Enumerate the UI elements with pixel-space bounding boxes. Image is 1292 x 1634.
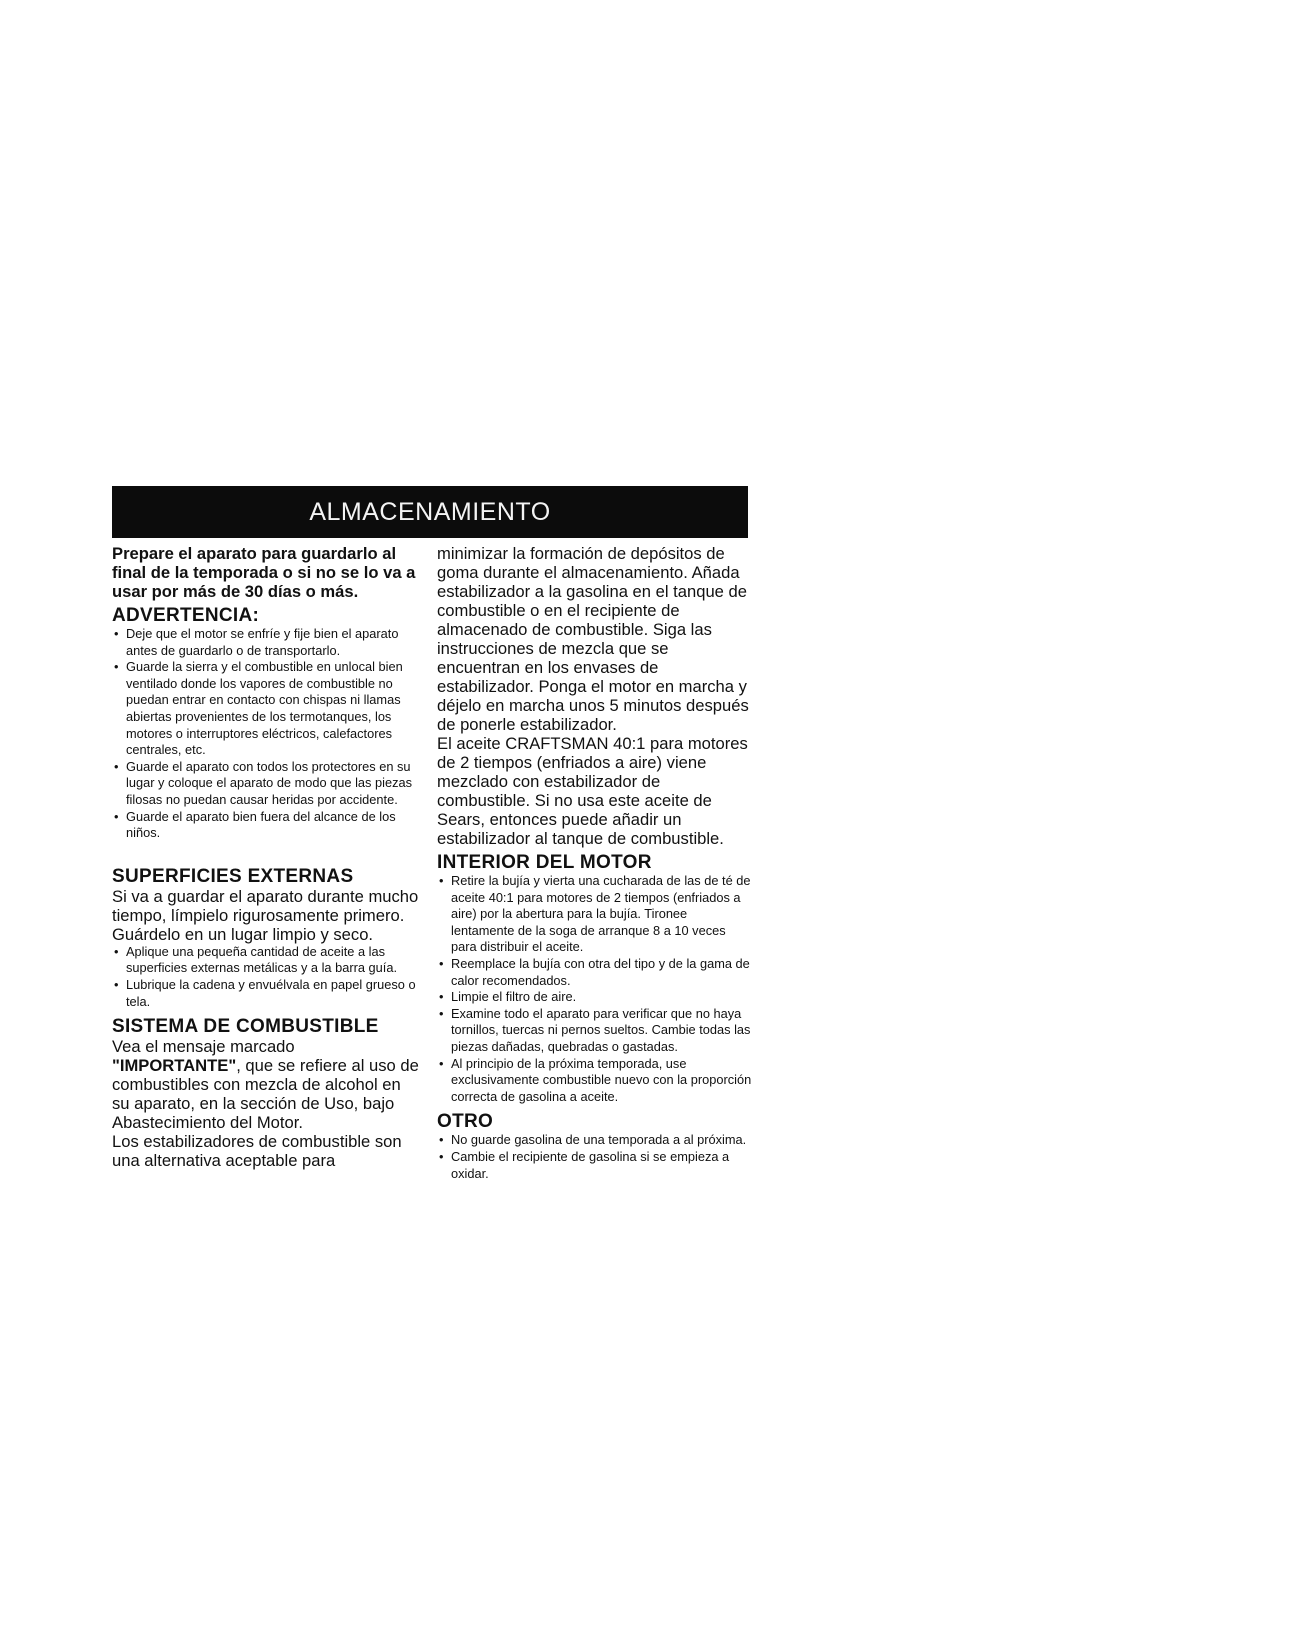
otro-heading: OTRO (437, 1111, 494, 1133)
intro-text: Prepare el aparato para guardarlo al final de la temporada o si no se lo va a usar por más de 30 días o más. (112, 544, 416, 601)
list-item: • Guarde el aparato bien fuera del alcance de los niños. (112, 809, 420, 842)
interior-heading: INTERIOR DEL MOTOR (437, 852, 652, 873)
advertencia-list (112, 626, 420, 842)
continued-text: minimizar la formación de depósitos de goma durante el almacenamiento. Añada estabilizador a la gasolina en el tanque de combustible o en el recipiente de almacenado de combustible. Siga las instrucciones de mezcla que se encuentran en los envases de estabilizador. Ponga el motor en marcha y déjelo en marcha unos 5 minutos después de ponerle estabilizador. (437, 544, 749, 734)
sistema-heading: SISTEMA DE COMBUSTIBLE (112, 1016, 379, 1038)
otro-list (437, 1132, 753, 1182)
section-title: ALMACENAMIENTO (309, 497, 551, 526)
section-title-banner (112, 486, 748, 538)
list-item: • Examine todo el aparato para verificar que no haya tornillos, tuercas ni pernos sueltos. Cambie todas las piezas dañadas, quebradas o gastadas. (437, 1006, 753, 1056)
sistema-text-pre: Vea el mensaje marcado (112, 1037, 295, 1057)
importante-label: "IMPORTANTE" (112, 1056, 237, 1076)
list-item: • Retire la bujía y vierta una cucharada de las de té de aceite 40:1 para motores de 2 tiempos (enfriados a aire) por la abertura para la bujía. Tironee lentamente de la soga de arranque 8 a 10 veces para distribuir el aceite. (437, 873, 753, 956)
left-column (112, 544, 420, 1170)
sistema-text (112, 1037, 420, 1132)
superficies-text: Si va a guardar el aparato durante mucho tiempo, límpielo rigurosamente primero. Guárdelo en un lugar limpio y seco. (112, 886, 419, 944)
craftsman-text: El aceite CRAFTSMAN 40:1 para motores de 2 tiempos (enfriados a aire) viene mezclado con estabilizador de combustible. Si no usa este aceite de Sears, entonces puede añadir un estabilizador al tanque de combustible. (437, 734, 748, 848)
sistema-text-2: Los estabilizadores de combustible son una alternativa aceptable para (112, 1132, 402, 1171)
list-item: • Aplique una pequeña cantidad de aceite a las superficies externas metálicas y a la barra guía. (112, 944, 420, 977)
list-item: • Deje que el motor se enfríe y fije bien el aparato antes de guardarlo o de transportarlo. (112, 626, 420, 659)
interior-list (437, 873, 753, 1105)
list-item: • Limpie el filtro de aire. (437, 989, 753, 1006)
list-item: • Cambie el recipiente de gasolina si se empieza a oxidar. (437, 1149, 753, 1182)
right-column (437, 544, 753, 1182)
list-item: • Guarde el aparato con todos los protectores en su lugar y coloque el aparato de modo que las piezas filosas no puedan causar heridas por accidente. (112, 759, 420, 809)
advertencia-heading: ADVERTENCIA: (112, 605, 260, 626)
sistema-text-post: , que se refiere al uso de combustibles con mezcla de alcohol en su aparato, en la sección de Uso, bajo Abastecimiento del Motor. (112, 1056, 419, 1133)
list-item: • Guarde la sierra y el combustible en unlocal bien ventilado donde los vapores de combustible no puedan entrar en contacto con chispas ni llamas abiertas provenientes de los termotanques, los motores o interruptores eléctricos, calefactores centrales, etc. (112, 659, 420, 759)
list-item: • Reemplace la bujía con otra del tipo y de la gama de calor recomendados. (437, 956, 753, 989)
list-item: • Lubrique la cadena y envuélvala en papel grueso o tela. (112, 977, 420, 1010)
list-item: • No guarde gasolina de una temporada a al próxima. (437, 1132, 753, 1149)
superficies-list (112, 944, 420, 1010)
list-item: • Al principio de la próxima temporada, use exclusivamente combustible nuevo con la proporción correcta de gasolina a aceite. (437, 1056, 753, 1106)
superficies-heading: SUPERFICIES EXTERNAS (112, 865, 354, 887)
